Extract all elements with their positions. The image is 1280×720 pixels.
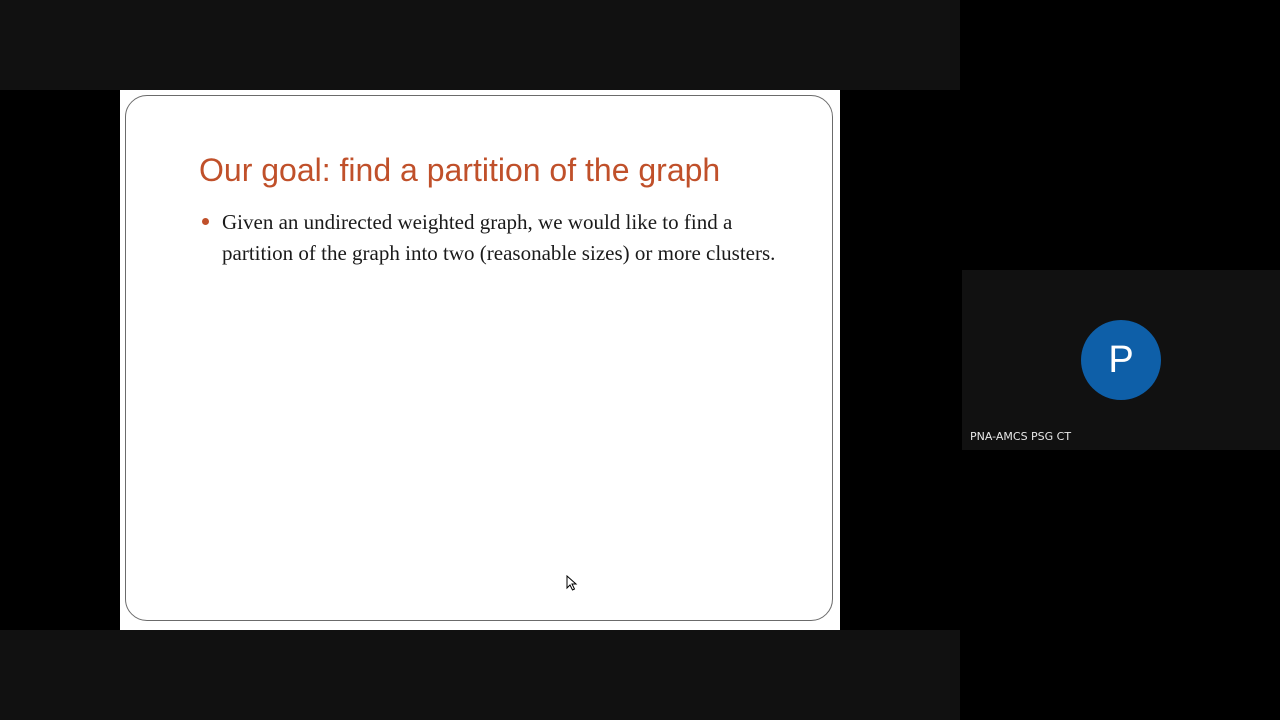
letterbox-top <box>0 0 960 90</box>
participant-name: PNA-AMCS PSG CT <box>970 430 1072 443</box>
mouse-pointer-icon <box>566 575 578 591</box>
slide-title: Our goal: find a partition of the graph <box>199 152 721 188</box>
avatar: P <box>1081 320 1161 400</box>
bullet-list <box>200 207 800 269</box>
letterbox-bottom <box>0 630 960 720</box>
bullet-dot-icon <box>202 218 209 225</box>
participant-tile[interactable] <box>962 270 1280 450</box>
bullet-text: Given an undirected weighted graph, we would like to find a partition of the graph into two (reasonable sizes) or more clusters. <box>222 210 776 265</box>
bullet-item <box>200 207 800 269</box>
presentation-slide <box>120 90 840 630</box>
